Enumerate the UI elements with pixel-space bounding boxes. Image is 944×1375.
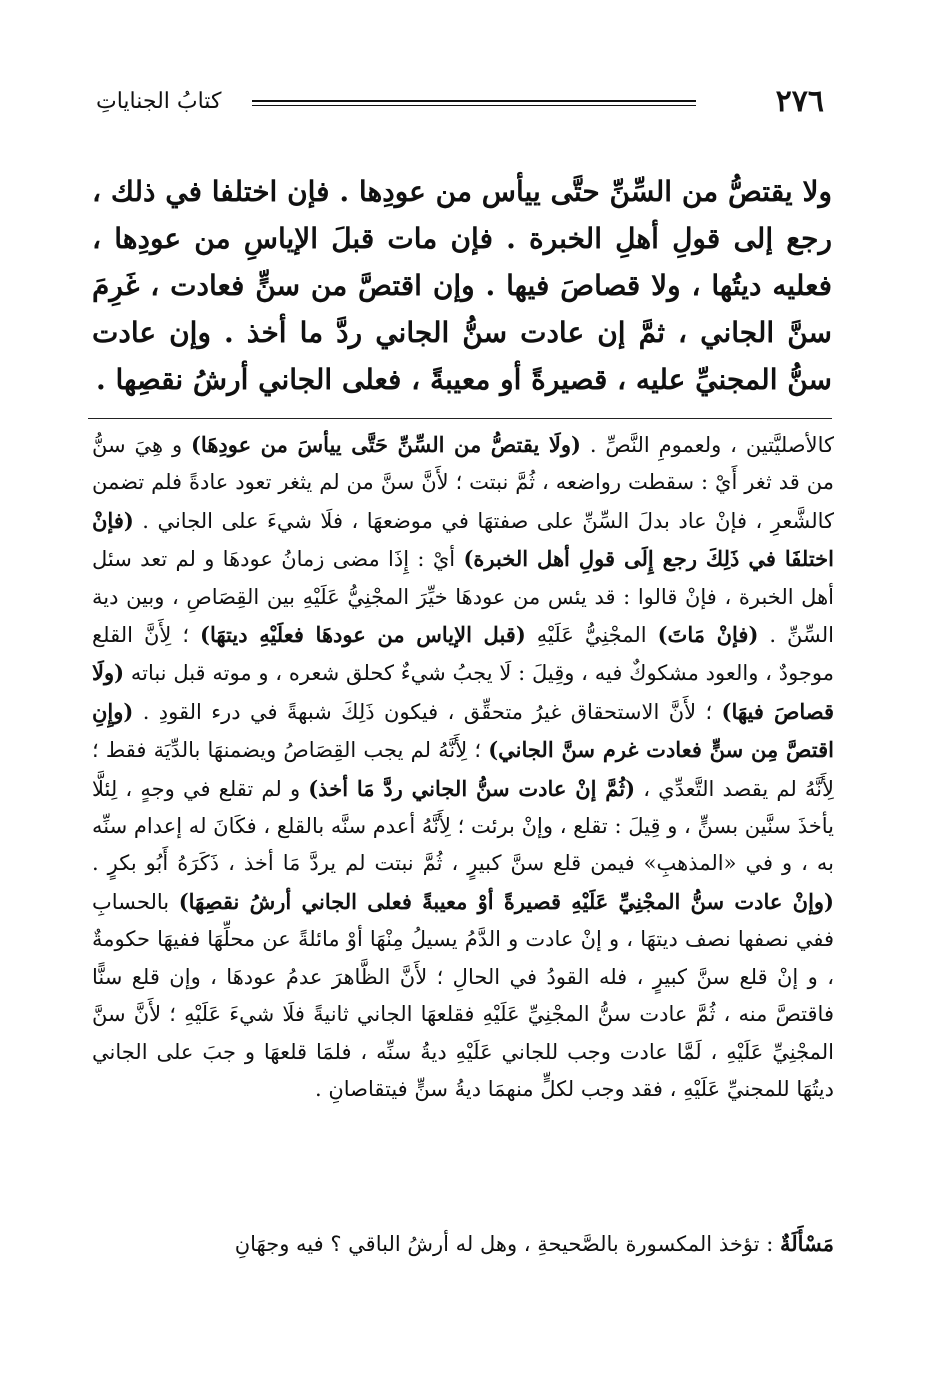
quoted-matn: (قبل الإياس من عودهَا فعلَيْهِ ديتهَا) (200, 622, 526, 648)
commentary-text: و هِيَ سنُّ من قد ثغر أَيْ : سقطت رواضعه ، ثُمَّ نبتت ؛ لأَنَّ سنَّ من لم يثغر تعود عادةً فلم تضمن كالشَّعرِ ، فإنْ عاد بدلَ السِّنِّ على صفتهَا في موضعهَا ، فلَا شيءَ على الجاني . (92, 433, 834, 533)
page-header (96, 82, 824, 128)
commentary (92, 426, 834, 1108)
quoted-matn: (وإِنِ اقتصَّ مِن سنٍّ فعادت غرم سنَّ الجاني) (92, 698, 834, 763)
quoted-matn: (فإنْ اختلفَا في ذَلِكَ رجع إِلَى قولِ أهل الخبرة) (92, 507, 834, 572)
main-text (92, 168, 832, 403)
header-rule (252, 100, 696, 106)
commentary-text: ؛ لِأَنَّهُ لم يجب القِصَاصُ ويضمنهَا بالدِّيَة فقط ؛ لِأَنَّهُ لم يقصد التَّعدِّي ، (92, 738, 834, 801)
issue-label: مَسْأَلَةٌ (779, 1231, 834, 1256)
issue-text: : تؤخذ المكسورة بالصَّحيحةِ ، وهل له أرشُ الباقي ؟ فيه وجهَانِ (234, 1232, 780, 1256)
commentary-text: المجْنِيُّ عَلَيْهِ (525, 623, 658, 648)
commentary-text: ؛ لأَنَّ الاستحقاق غيرُ متحقِّق ، فيكون ذَلِكَ شبهةً في درء القودِ . (133, 699, 722, 724)
commentary-paragraph (92, 426, 834, 1108)
quoted-matn: (فإنْ مَاتَ) (657, 622, 759, 648)
quoted-matn: (ثُمَّ إنْ عادت سنُّ الجاني ردَّ مَا أخذ) (308, 775, 636, 801)
commentary-text: أيْ : إِذَا مضى زمانُ عودهَا و لم تعد سئل أهل الخبرة ، فإنْ قالوا : قد يئس من عودهَا خيِّرَ المجْنِيُّ عَلَيْهِ بين القِصَاصِ ، وبين دية السِّنِّ . (92, 547, 834, 648)
commentary-text: و لم تقلع في وجهٍ ، لِئلَّا يأخذَ سنَّين بسنٍّ ، و قِيلَ : تقلع ، وإنْ برئت ؛ لِأَنَّهُ أعدم سنَّه بالقلع ، فكَانَ له إعدام سنِّه به ، و في «المذهبِ» فيمن قلع سنَّ كبيرٍ ، ثُمَّ نبتت لم يردَّ مَا أخذ ، ذَكَرَهُ أَبُو بكرٍ . (92, 776, 834, 876)
quoted-matn: (ولَا يقتصُّ من السِّنِّ حَتَّى ييأسَ من عودِهَا) (191, 432, 581, 457)
issue-line (92, 1226, 834, 1262)
text-separator (88, 418, 832, 419)
commentary-text: كالأصليَّتين ، ولعمومِ النَّصِّ . (580, 433, 834, 457)
running-title: كتابُ الجناياتِ (96, 89, 222, 114)
page-number: ٢٧٦ (775, 84, 824, 119)
commentary-text: بالحسابِ ففي نصفها نصف ديتهَا ، و إنْ عادت و الدَّمُ يسيلُ مِنْهَا أوْ مائلةً عن محلِّهَا ففيهَا حكومةٌ ، و إنْ قلع سنَّ كبيرٍ ، فله القودُ في الحالِ ؛ لأَنَّ الظَّاهرَ عدمُ عودهَا ، وإن قلع سنًّا فاقتصَّ منه ، ثُمَّ عادت سنُّ المجْنِيِّ عَلَيْهِ فقلعهَا الجاني ثانيةً فلَا شيءَ عَلَيْهِ ؛ لأَنَّ سنَّ المجْنِيِّ عَلَيْهِ ، لَمَّا عادت وجب للجاني عَلَيْهِ ديةُ سنِّه ، فلمَا قلعهَا و جبَ على الجاني ديتُهَا للمجنيِّ عَلَيْهِ ، فقد وجب لكلٍّ منهمَا ديةُ سنٍّ فيتقاصانِ . (92, 889, 834, 1101)
commentary-text: ؛ لِأَنَّ القلع موجودٌ ، والعود مشكوكٌ فيه ، وقِيلَ : لَا يجبُ شيءٌ كحلق شعره ، و موته قبل نباته (92, 623, 834, 686)
quoted-matn: (وإنْ عادت سنُّ المجْنِيِّ عَلَيْهِ قصيرةً أوْ معيبةً فعلى الجاني أرشُ نقصِهَا) (178, 888, 834, 914)
quoted-matn: (ولَا قصاصَ فيهَا) (92, 660, 834, 724)
main-text-paragraph: ولا يقتصُّ من السِّنِّ حتَّى ييأس من عودِها . فإن اختلفا في ذلك ، رجع إلى قولِ أهلِ الخبرة . فإن مات قبلَ الإياسِ من عودِها ، فعليه ديتُها ، ولا قصاصَ فيها . وإن اقتصَّ من سنٍّ فعادت ، غَرِمَ سنَّ الجاني ، ثمَّ إن عادت سنُّ الجاني ردَّ ما أخذ . وإن عادت سنُّ المجنيِّ عليه ، قصيرةً أو معيبةً ، فعلى الجاني أرشُ نقصِها . (92, 175, 832, 396)
